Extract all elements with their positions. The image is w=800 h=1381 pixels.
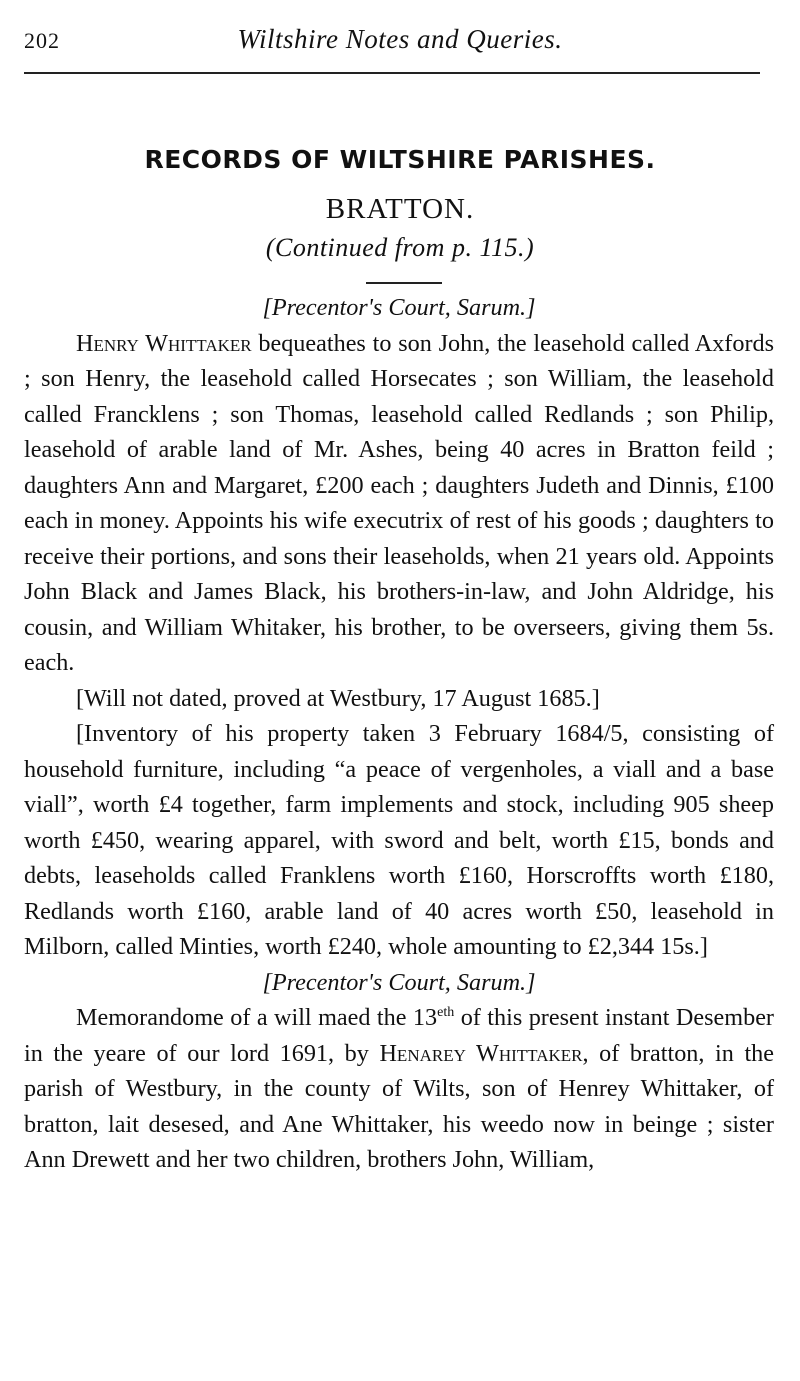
probate-note: [Will not dated, proved at Westbury, 17 August 1685.] (76, 684, 600, 712)
testator-name-1: Henry Whittaker (76, 329, 252, 357)
will-paragraph-1 (24, 326, 774, 681)
section-rule (366, 282, 442, 284)
article-subtitle: BRATTON. (325, 193, 475, 225)
inventory-paragraph: [Inventory of his property taken 3 February 1684/5, consisting of household furniture, including “a peace of vergenholes, a viall and a base viall”, worth £4 together, farm implements and stock, including 905 sheep worth £450, wearing apparel, with sword and belt, worth £15, bonds and debts, leaseholds called Franklens worth £160, Horscroffts worth £180, Redlands worth £160, arable land of 40 acres worth £50, leasehold in Milborn, called Minties, worth £240, whole amounting to £2,344 15s.] (24, 720, 774, 960)
will-text-2-end: , of bratton, in the parish of Westbury, in the county of Wilts, son of Henrey Whittaker, of bratton, lait desesed, and Ane Whittaker, his weedo now in beinge ; sister Ann Drewett and her two children, brothers John, William, (24, 1039, 775, 1173)
ordinal-suffix: eth (437, 1004, 455, 1020)
court-heading-2: [Precentor's Court, Sarum.] (262, 968, 536, 996)
continued-note: (Continued from p. 115.) (265, 233, 535, 262)
will-text-2-start: Memorandome of a will maed the 13 (76, 1004, 438, 1031)
page-number: 202 (24, 28, 60, 53)
page-header (24, 22, 776, 62)
will-text-1: bequeathes to son John, the leasehold called Axfords ; son Henry, the leasehold called Horsecates ; son William, the leasehold called Francklens ; son Thomas, leasehold called Redlands ; son Philip, leasehold of arable land of Mr. Ashes, being 40 acres in Bratton feild ; daughters Ann and Margaret, £200 each ; daughters Judeth and Dinnis, £100 each in money. Appoints his wife executrix of rest of his goods ; daughters to receive their portions, and sons their leaseholds, when 21 years old. Appoints John Black and James Black, his brothers-in-law, and John Aldridge, his cousin, and William Whitaker, his brother, to be overseers, giving them 5s. each. (24, 329, 775, 676)
article-title: RECORDS OF WILTSHIRE PARISHES. (144, 145, 656, 174)
running-title: Wiltshire Notes and Queries. (237, 24, 563, 54)
will-paragraph-2 (24, 1000, 774, 1178)
testator-name-2: Henarey Whittaker (379, 1039, 583, 1067)
article-body (24, 290, 774, 1178)
court-heading-1: [Precentor's Court, Sarum.] (262, 294, 536, 321)
header-rule (24, 72, 760, 74)
will-text-2-mid: of this present instant Desember in the yeare of our lord 1691, by (24, 1004, 774, 1067)
